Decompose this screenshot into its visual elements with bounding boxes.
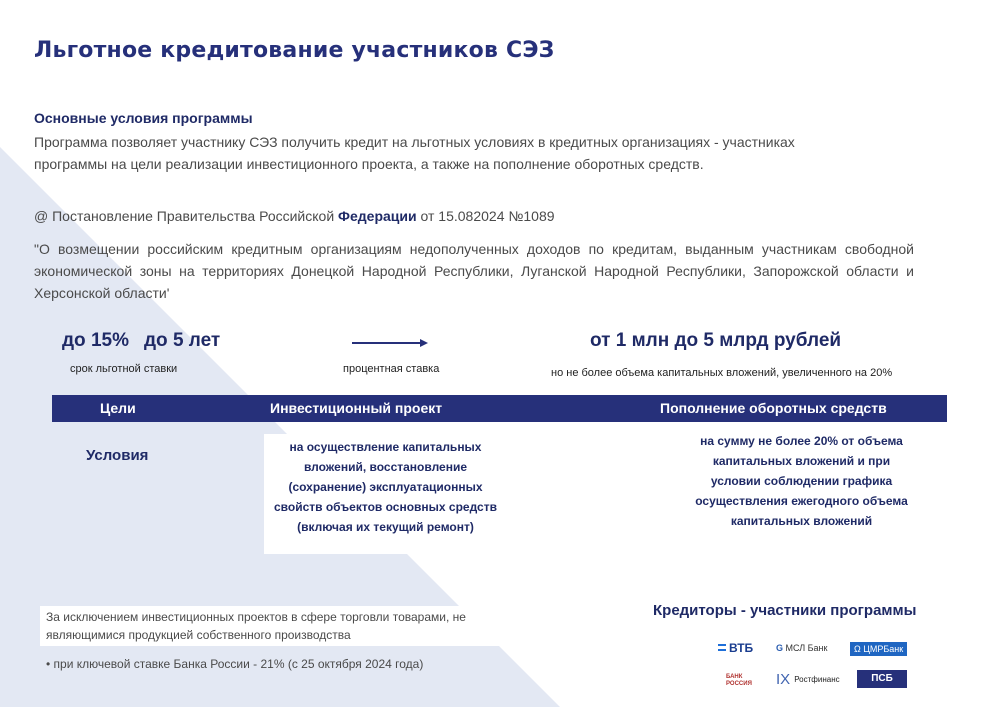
bank-russia-line1: БАНК xyxy=(726,674,743,680)
vtb-bars-icon xyxy=(718,644,726,651)
header-investment: Инвестиционный проект xyxy=(270,400,443,416)
decree-title-quote: "О возмещении российским кредитным организациям недополученных доходов по кредитам, выданным участникам свободной экономической зоны на территориях Донецкой Народной Республики, Луганской Народной Республики, Запорожской области и Херсонской области' xyxy=(34,241,914,301)
header-goals: Цели xyxy=(100,400,136,416)
vtb-logo-text: ВТБ xyxy=(729,641,754,655)
bank-russia-line2: РОССИЯ xyxy=(726,681,752,687)
msp-bank-logo xyxy=(776,643,827,653)
arrow-right-icon xyxy=(352,338,428,348)
decree-bold: Федерации xyxy=(338,208,417,224)
term-label: срок льготной ставки xyxy=(70,363,178,375)
creditors-title: Кредиторы - участники программы xyxy=(653,602,917,619)
msp-mark-icon: G xyxy=(776,643,784,653)
page-title: Льготное кредитование участников СЭЗ xyxy=(34,38,555,63)
rate-label: процентная ставка xyxy=(343,363,440,375)
cmr-bank-logo: Ω ЦМРБанк xyxy=(850,642,907,656)
decree-suffix: от 15.082024 №1089 xyxy=(420,208,555,224)
program-subtitle: Основные условия программы xyxy=(34,110,253,126)
psb-logo: ПСБ xyxy=(857,670,907,688)
rostfinance-logo-text: Ростфинанс xyxy=(794,675,840,684)
amount-value: от 1 млн до 5 млрд рублей xyxy=(590,330,842,351)
program-description: Программа позволяет участнику СЭЗ получить кредит на льготных условиях в кредитных организациях - участниках программы на цели реализации инвестиционного проекта, а также на пополнение оборотных средств. xyxy=(34,134,795,172)
rostfinance-logo xyxy=(776,671,840,688)
conditions-row-label: Условия xyxy=(86,447,149,464)
msp-logo-text: МСЛ Банк xyxy=(785,643,828,653)
key-rate-note: • при ключевой ставке Банка России - 21% (с 25 октября 2024 года) xyxy=(46,657,424,671)
vtb-logo xyxy=(718,641,753,655)
exclusion-note: За исключением инвестиционных проектов в сфере торговли товарами, не являющимися продукцией собственного производства xyxy=(40,606,520,646)
rate-value: до 15% xyxy=(62,330,129,351)
amount-label: но не более объема капитальных вложений, увеличенного на 20% xyxy=(551,367,893,379)
working-capital-condition: на сумму не более 20% от объема капитальных вложений и при условии соблюдении графика осуществления ежегодного объема капитальных вложений xyxy=(695,434,908,528)
decree-line xyxy=(34,208,555,224)
investment-condition: на осуществление капитальных вложений, восстановление (сохранение) эксплуатационных свойств объектов основных средств (включая их текущий ремонт) xyxy=(264,434,507,554)
header-working-capital: Пополнение оборотных средств xyxy=(660,400,887,416)
rostfinance-mark-icon: IX xyxy=(776,671,791,688)
bank-russia-logo xyxy=(726,674,752,688)
conditions-table-header xyxy=(52,395,947,422)
decree-prefix: @ Постановление Правительства Российской xyxy=(34,208,335,224)
term-value: до 5 лет xyxy=(144,330,221,351)
